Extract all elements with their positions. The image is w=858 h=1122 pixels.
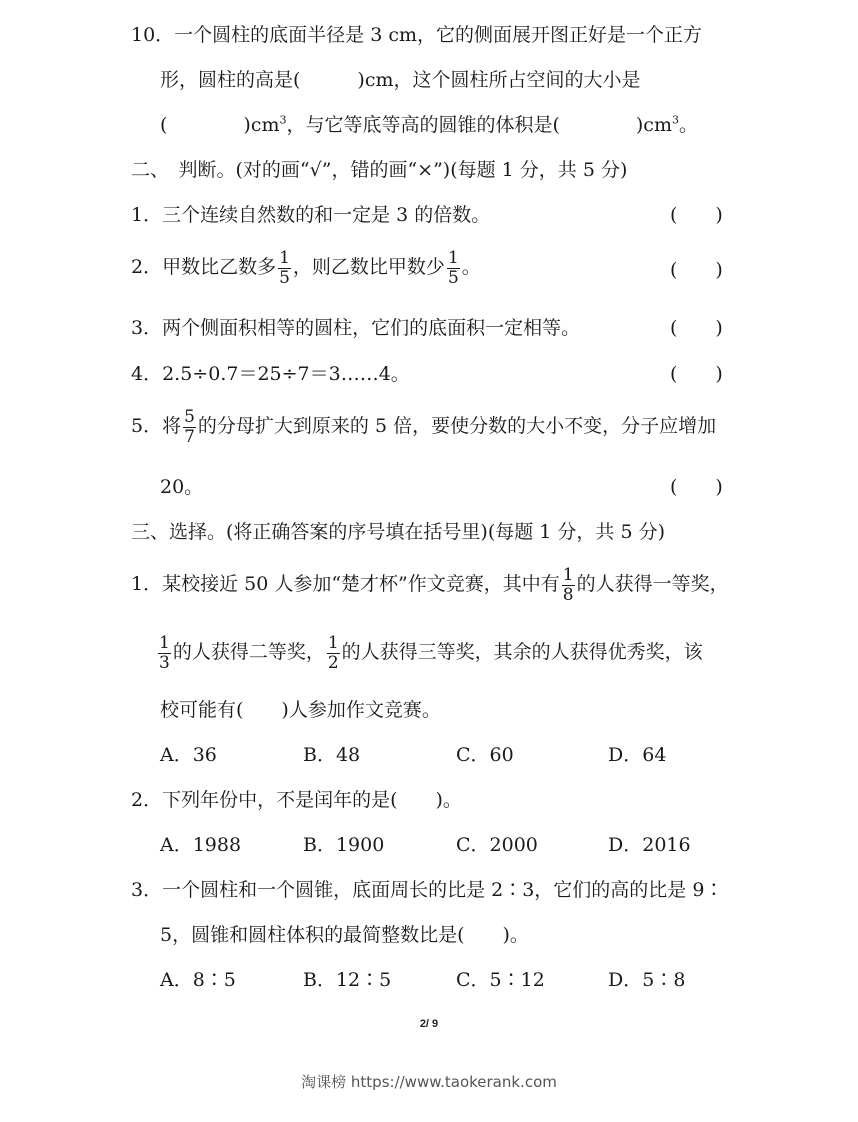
s2-item4-answer-bracket[interactable]: ( )	[670, 363, 723, 385]
s2-item1-answer-bracket[interactable]: ( )	[670, 204, 723, 226]
s3-q2-line1: 2．下列年份中，不是闰年的是( )。	[131, 789, 462, 811]
fraction-1-5	[447, 249, 460, 288]
s3-q1-option-d[interactable]: D．64	[608, 744, 667, 766]
s3-q1-option-b[interactable]: B．48	[303, 744, 361, 766]
s3-q3-option-d[interactable]: D．5∶8	[608, 969, 686, 991]
q10-line3-a: ( )cm	[160, 114, 280, 136]
s2-item5-line1	[131, 404, 716, 448]
s3-q2-option-d[interactable]: D．2016	[608, 834, 691, 856]
q10-line3	[160, 113, 698, 137]
s3-q3-option-c[interactable]: C．5∶12	[456, 969, 545, 991]
s3-q1-line3: 校可能有( )人参加作文竞赛。	[160, 699, 441, 721]
s3-q1-line2-a: 的人获得二等奖，	[172, 641, 325, 663]
s3-q3-line1: 3．一个圆柱和一个圆锥，底面周长的比是 2∶3，它们的高的比是 9∶	[131, 879, 724, 901]
s3-q2-option-a[interactable]: A．1988	[160, 834, 242, 856]
s3-q1-option-a[interactable]: A．36	[160, 744, 217, 766]
fraction-1-2	[327, 634, 340, 673]
section2-heading: 二、 判断。(对的画“√”，错的画“×”)(每题 1 分，共 5 分)	[131, 159, 628, 181]
s2-item5-text-a: 5．将	[131, 415, 182, 437]
s2-item2-text-c: 。	[461, 256, 481, 278]
s3-q1-line2-b: 的人获得三等奖，其余的人获得优秀奖，该	[341, 641, 703, 663]
frac-num: 1	[447, 247, 459, 268]
q10-sup2: 3	[671, 113, 679, 127]
q10-line3-c: 。	[678, 114, 698, 136]
frac-den: 5	[279, 267, 290, 288]
frac-den: 7	[184, 426, 195, 447]
fraction-1-3	[158, 634, 171, 673]
s2-item5-answer-bracket[interactable]: ( )	[670, 476, 723, 498]
fraction-1-8	[562, 566, 575, 605]
frac-num: 1	[327, 632, 339, 653]
s3-q3-option-b[interactable]: B．12∶5	[303, 969, 392, 991]
frac-den: 2	[327, 652, 339, 673]
frac-den: 3	[159, 652, 170, 673]
s3-q1-line2	[156, 630, 703, 674]
s2-item5-text-b: 的分母扩大到原来的 5 倍，要使分数的大小不变，分子应增加	[197, 415, 717, 437]
s3-q2-option-b[interactable]: B．1900	[303, 834, 385, 856]
s3-q1-line1-a: 1．某校接近 50 人参加“楚才杯”作文竞赛，其中有	[131, 573, 560, 595]
frac-num: 5	[184, 406, 195, 427]
s3-q1-line1-b: 的人获得一等奖，	[576, 573, 729, 595]
s2-item1: 1．三个连续自然数的和一定是 3 的倍数。	[131, 204, 491, 226]
s2-item2	[131, 245, 481, 289]
s3-q2-option-c[interactable]: C．2000	[456, 834, 538, 856]
s3-q3-option-a[interactable]: A．8∶5	[160, 969, 236, 991]
fraction-5-7	[183, 408, 196, 447]
s2-item2-answer-bracket[interactable]: ( )	[670, 259, 723, 281]
s2-item3: 3．两个侧面积相等的圆柱，它们的底面积一定相等。	[131, 317, 581, 339]
frac-den: 5	[447, 267, 459, 288]
s3-q3-line2: 5，圆锥和圆柱体积的最简整数比是( )。	[160, 924, 529, 946]
s3-q1-line1	[131, 562, 729, 606]
s2-item3-answer-bracket[interactable]: ( )	[670, 317, 723, 339]
fraction-1-5	[278, 249, 291, 288]
q10-line3-b: ，与它等底等高的圆锥的体积是( )cm	[286, 114, 672, 136]
s2-item5-line2: 20。	[160, 476, 204, 498]
s2-item2-text-a: 2．甲数比乙数多	[131, 256, 277, 278]
footer-watermark-link[interactable]: 淘课榜 https://www.taokerank.com	[301, 1073, 557, 1091]
frac-den: 8	[562, 584, 574, 605]
q10-sup1: 3	[279, 113, 287, 127]
s3-q1-option-c[interactable]: C．60	[456, 744, 514, 766]
frac-num: 1	[562, 564, 574, 585]
section3-heading: 三、选择。(将正确答案的序号填在括号里)(每题 1 分，共 5 分)	[131, 521, 665, 543]
page-number: 2/ 9	[419, 1018, 439, 1030]
s2-item2-text-b: ，则乙数比甲数少	[292, 256, 445, 278]
q10-line2: 形，圆柱的高是( )cm，这个圆柱所占空间的大小是	[160, 69, 641, 91]
s2-item4: 4．2.5÷0.7＝25÷7＝3……4。	[131, 363, 410, 385]
frac-num: 1	[159, 632, 170, 653]
frac-num: 1	[279, 247, 290, 268]
q10-line1: 10．一个圆柱的底面半径是 3 cm，它的侧面展开图正好是一个正方	[131, 24, 703, 46]
